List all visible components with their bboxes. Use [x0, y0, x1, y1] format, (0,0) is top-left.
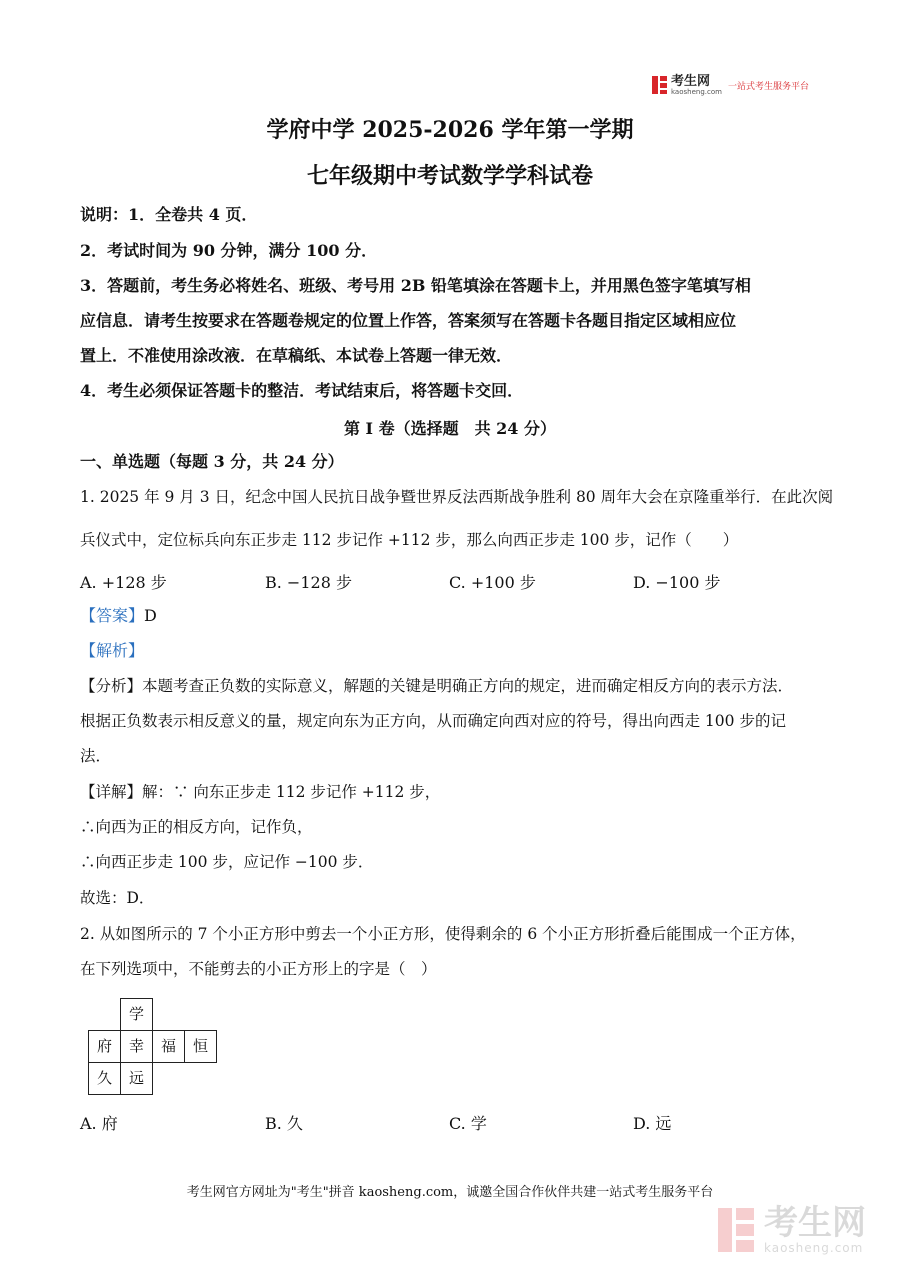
analysis-line-4: 【详解】解：∵ 向东正步走 112 步记作 +112 步，	[80, 783, 441, 801]
net-cell: 远	[120, 1062, 153, 1095]
cube-net-figure	[88, 998, 216, 1094]
header-logo	[652, 70, 822, 100]
q1-stem-line1: 1. 2025 年 9 月 3 日，纪念中国人民抗日战争暨世界反法西斯战争胜利 80 周年大会在京隆重举行．在此次阅	[80, 488, 834, 506]
q2-stem-line1: 2. 从如图所示的 7 个小正方形中剪去一个小正方形，使得剩余的 6 个小正方形折叠后能围成一个正方体，	[80, 925, 806, 943]
instruction-4: 4．考生必须保证答题卡的整洁．考试结束后，将答题卡交回．	[80, 381, 524, 400]
instruction-3c: 置上．不准使用涂改液．在草稿纸、本试卷上答题一律无效．	[80, 346, 513, 365]
q1-option-a: A. +128 步	[80, 573, 167, 592]
analysis-tag: 【解析】	[80, 641, 145, 660]
watermark-url: kaosheng.com	[764, 1241, 864, 1255]
instruction-2: 2．考试时间为 90 分钟，满分 100 分．	[80, 241, 378, 260]
q1-option-b: B. −128 步	[265, 573, 352, 592]
analysis-line-2: 根据正负数表示相反意义的量，规定向东为正方向，从而确定向西对应的符号，得出向西走 100 步的记	[80, 712, 786, 730]
watermark-name: 考生网	[764, 1203, 866, 1243]
answer-value: D	[144, 606, 157, 625]
net-cell: 恒	[184, 1030, 217, 1063]
watermark-logo	[718, 1203, 888, 1257]
analysis-line-6: ∴向西正步走 100 步，应记作 −100 步．	[80, 853, 374, 871]
net-cell: 幸	[120, 1030, 153, 1063]
exam-title-line1: 学府中学 2025-2026 学年第一学期	[266, 117, 634, 143]
logo-slogan: 一站式考生服务平台	[727, 81, 809, 92]
logo-name: 考生网	[671, 73, 711, 89]
answer-tag: 【答案】	[80, 606, 145, 625]
instruction-3a: 3．答题前，考生务必将姓名、班级、考号用 2B 铅笔填涂在答题卡上，并用黑色签字笔填写相	[80, 276, 751, 295]
exam-title-line2: 七年级期中考试数学学科试卷	[306, 163, 593, 189]
net-cell: 福	[152, 1030, 185, 1063]
part-heading: 一、单选题（每题 3 分，共 24 分）	[80, 452, 344, 471]
analysis-line-5: ∴向西为正的相反方向，记作负，	[80, 818, 313, 836]
q1-option-d: D. −100 步	[633, 573, 721, 592]
section-heading: 第 I 卷（选择题 共 24 分）	[343, 419, 557, 438]
q2-option-b: B. 久	[265, 1114, 303, 1133]
analysis-line-7: 故选：D．	[80, 889, 155, 907]
kaosheng-watermark-icon	[718, 1206, 758, 1254]
instruction-3b: 应信息．请考生按要求在答题卷规定的位置上作答，答案须写在答题卡各题目指定区域相应位	[80, 311, 737, 330]
q2-option-a: A. 府	[80, 1114, 118, 1133]
net-cell: 学	[120, 998, 153, 1031]
q1-stem-line2: 兵仪式中，定位标兵向东正步走 112 步记作 +112 步，那么向西正步走 100 步，记作（ ）	[80, 531, 739, 549]
net-cell: 久	[88, 1062, 121, 1095]
analysis-line-3: 法．	[80, 747, 112, 765]
instruction-1: 说明：1．全卷共 4 页．	[80, 205, 258, 224]
net-cell: 府	[88, 1030, 121, 1063]
q1-answer	[80, 606, 830, 626]
q2-option-c: C. 学	[449, 1114, 487, 1133]
q2-stem-line2: 在下列选项中，不能剪去的小正方形上的字是（ ）	[80, 960, 437, 978]
q2-option-d: D. 远	[633, 1114, 672, 1133]
logo-url: kaosheng.com	[671, 87, 722, 96]
kaosheng-logo-icon	[652, 75, 668, 95]
page-footer: 考生网官方网址为"考生"拼音 kaosheng.com，诚邀全国合作伙伴共建一站式考生服务平台	[186, 1185, 714, 1200]
analysis-line-1: 【分析】本题考查正负数的实际意义，解题的关键是明确正方向的规定，进而确定相反方向的表示方法．	[80, 677, 794, 695]
q1-option-c: C. +100 步	[449, 573, 536, 592]
